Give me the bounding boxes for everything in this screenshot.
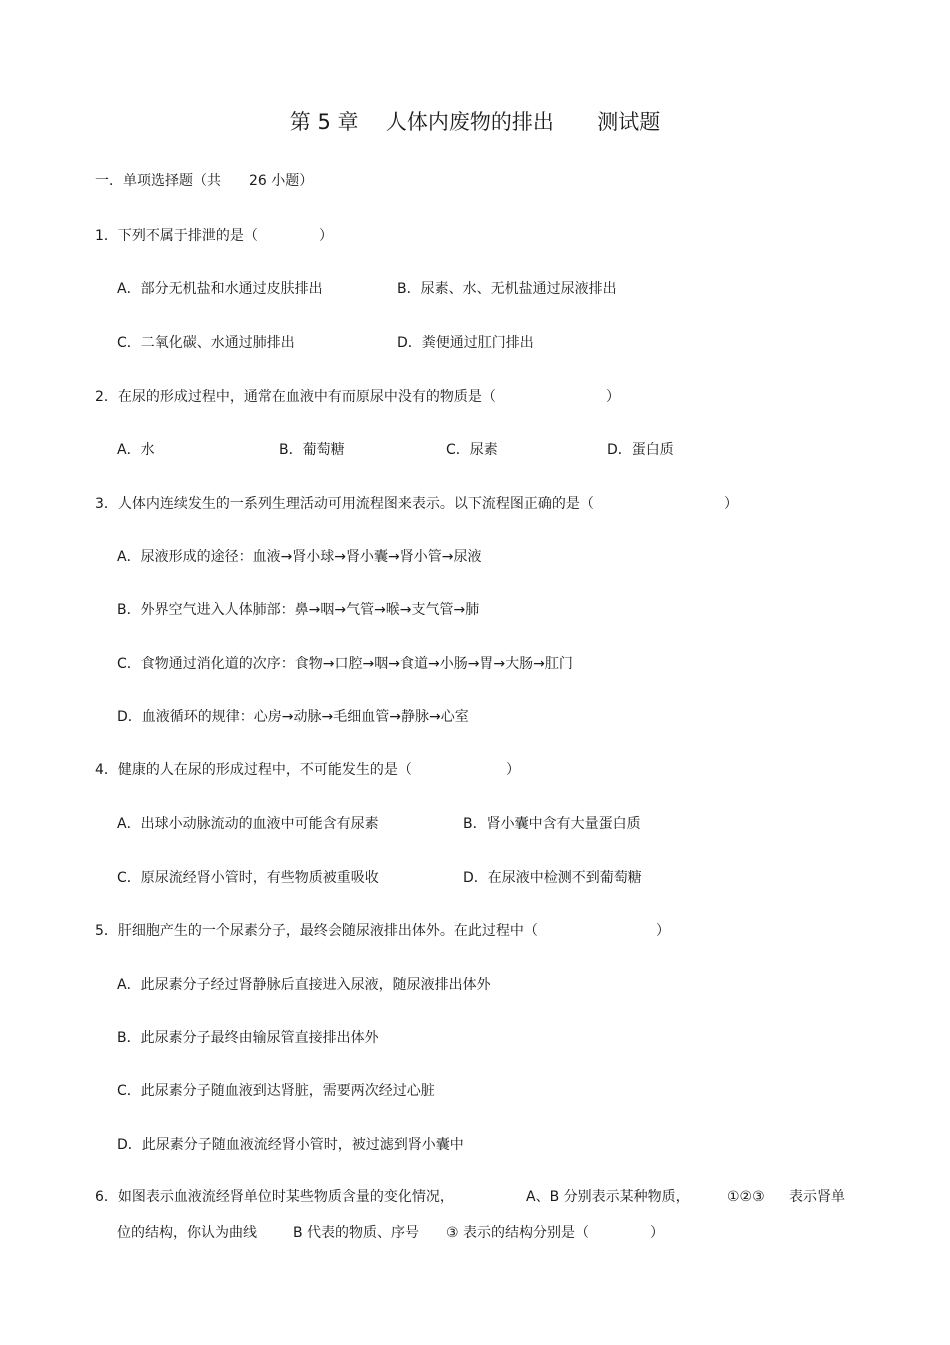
question-6-stem-part-2: A、B 分别表示某种物质， xyxy=(526,1189,690,1205)
question-5-option-b: B．此尿素分子最终由输尿管直接排出体外 xyxy=(117,1030,379,1046)
question-3-stem: 3．人体内连续发生的一系列生理活动可用流程图来表示。以下流程图正确的是（ xyxy=(95,496,594,512)
question-2-close: ） xyxy=(606,389,620,405)
question-2-option-b: B．葡萄糖 xyxy=(279,442,345,458)
title-suffix: 测试题 xyxy=(597,110,661,134)
question-5-option-d: D．此尿素分子随血液流经肾小管时，被过滤到肾小囊中 xyxy=(117,1137,464,1153)
question-1-option-b: B．尿素、水、无机盐通过尿液排出 xyxy=(397,281,617,297)
question-2-option-d: D．蛋白质 xyxy=(607,442,674,458)
question-3-close: ） xyxy=(724,496,738,512)
question-2-stem: 2．在尿的形成过程中，通常在血液中有而原尿中没有的物质是（ xyxy=(95,389,496,405)
question-5-option-c: C．此尿素分子随血液到达肾脏，需要两次经过心脏 xyxy=(117,1083,435,1099)
question-1-stem: 1．下列不属于排泄的是（ xyxy=(95,228,258,244)
question-4-stem: 4．健康的人在尿的形成过程中，不可能发生的是（ xyxy=(95,762,412,778)
title-name: 人体内废物的排出 xyxy=(385,110,554,134)
question-6-stem-part-7: ③ 表示的结构分别是（ xyxy=(446,1225,590,1241)
question-6-stem-part-6: B 代表的物质、序号 xyxy=(293,1225,420,1241)
question-3-option-d: D．血液循环的规律：心房→动脉→毛细血管→静脉→心室 xyxy=(117,709,469,725)
question-4-option-c: C．原尿流经肾小管时，有些物质被重吸收 xyxy=(117,870,379,886)
section-label: 一．单项选择题（共 xyxy=(95,173,221,189)
question-4-option-d: D．在尿液中检测不到葡萄糖 xyxy=(463,870,642,886)
question-1-close: ） xyxy=(319,228,333,244)
question-6-stem-part-5: 位的结构，你认为曲线 xyxy=(117,1225,257,1241)
question-6-stem-part-3: ①②③ xyxy=(727,1189,765,1205)
question-1-option-c: C．二氧化碳、水通过肺排出 xyxy=(117,335,295,351)
question-2-option-c: C．尿素 xyxy=(446,442,498,458)
page-title xyxy=(0,108,950,136)
question-6-stem-part-1: 6．如图表示血液流经肾单位时某些物质含量的变化情况， xyxy=(95,1189,454,1205)
question-5-stem: 5．肝细胞产生的一个尿素分子，最终会随尿液排出体外。在此过程中（ xyxy=(95,923,538,939)
section-count: 26 小题） xyxy=(249,173,314,189)
question-1-option-a: A．部分无机盐和水通过皮肤排出 xyxy=(117,281,323,297)
question-5-close: ） xyxy=(656,923,670,939)
question-3-option-b: B．外界空气进入人体肺部：鼻→咽→气管→喉→支气管→肺 xyxy=(117,602,480,618)
question-2-option-a: A．水 xyxy=(117,442,155,458)
question-5-option-a: A．此尿素分子经过肾静脉后直接进入尿液，随尿液排出体外 xyxy=(117,977,491,993)
question-4-option-b: B．肾小囊中含有大量蛋白质 xyxy=(463,816,641,832)
question-3-option-a: A．尿液形成的途径：血液→肾小球→肾小囊→肾小管→尿液 xyxy=(117,549,482,565)
question-1-option-d: D．粪便通过肛门排出 xyxy=(397,335,534,351)
question-4-close: ） xyxy=(506,762,520,778)
question-6-stem-part-4: 表示肾单 xyxy=(789,1189,845,1205)
question-4-option-a: A．出球小动脉流动的血液中可能含有尿素 xyxy=(117,816,379,832)
question-3-option-c: C．食物通过消化道的次序：食物→口腔→咽→食道→小肠→胃→大肠→肛门 xyxy=(117,656,573,672)
title-chapter: 第 5 章 xyxy=(289,110,359,134)
question-6-stem-part-8: ） xyxy=(650,1225,664,1241)
